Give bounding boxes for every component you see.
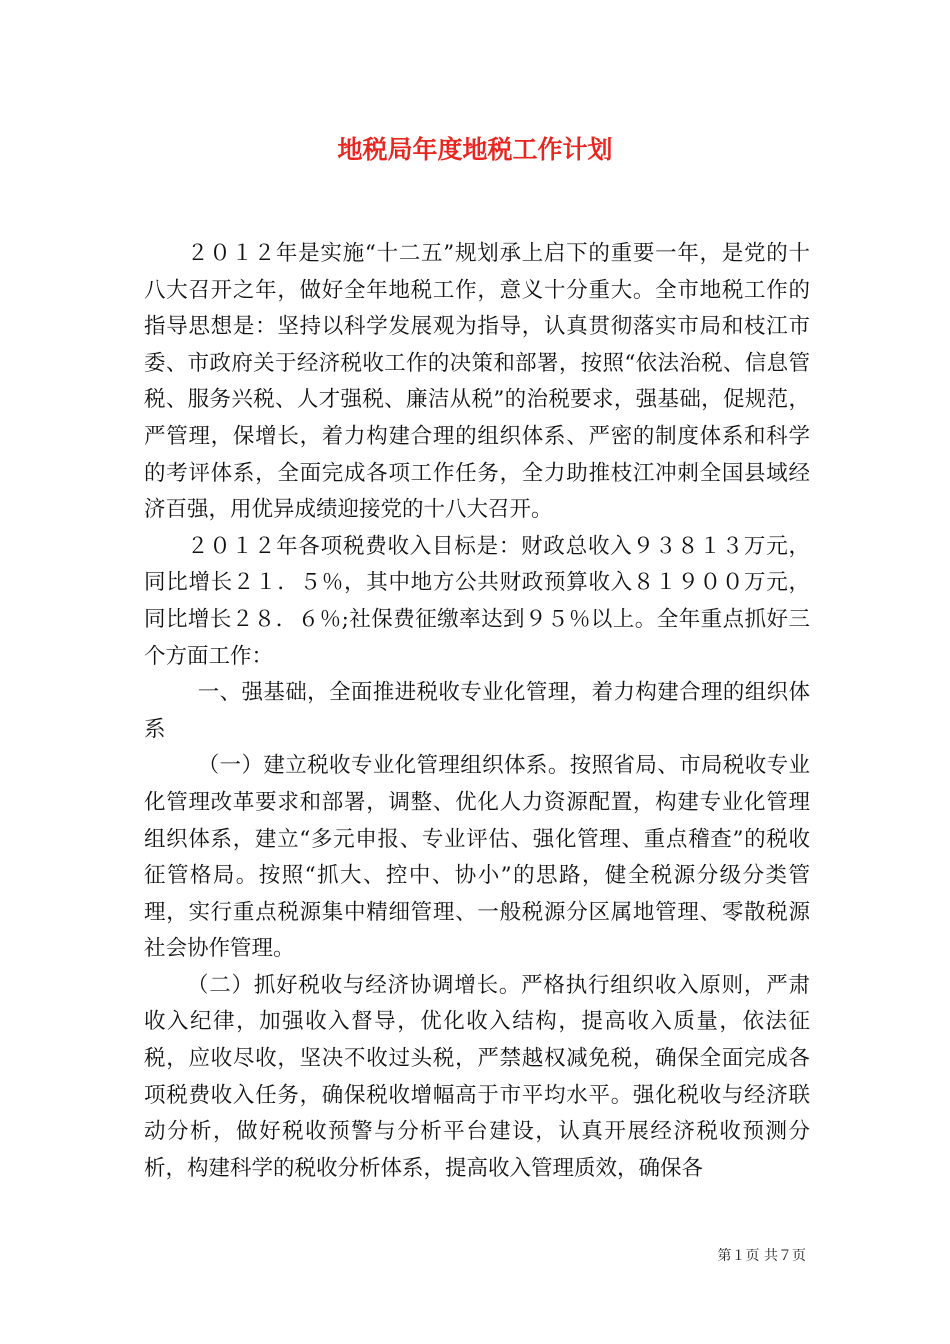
section-heading-1: 一、强基础，全面推进税收专业化管理，着力构建合理的组织体系	[144, 680, 810, 742]
document-body	[144, 236, 810, 1187]
paragraph-revenue-targets: ２０１２年各项税费收入目标是：财政总收入９３８１３万元，同比增长２１．５％，其中地方公共财政预算收入８１９００万元，同比增长２８．６％;社保费征缴率达到９５％以上。全年重点抓好三个方面工作：	[144, 533, 810, 669]
paragraph-item-1: （一）建立税收专业化管理组织体系。按照省局、市局税收专业化管理改革要求和部署，调整、优化人力资源配置，构建专业化管理组织体系，建立“多元申报、专业评估、强化管理、重点稽查”的税收征管格局。按照“抓大、控中、协小”的思路，健全税源分级分类管理，实行重点税源集中精细管理、一般税源分区属地管理、零散税源社会协作管理。	[144, 753, 810, 962]
page-number: 第１页 共７页	[717, 1248, 806, 1264]
paragraph-intro: ２０１２年是实施“十二五”规划承上启下的重要一年，是党的十八大召开之年，做好全年地税工作，意义十分重大。全市地税工作的指导思想是：坚持以科学发展观为指导，认真贯彻落实市局和枝江市委、市政府关于经济税收工作的决策和部署，按照“依法治税、信息管税、服务兴税、人才强税、廉洁从税”的治税要求，强基础，促规范，严管理，保增长，着力构建合理的组织体系、严密的制度体系和科学的考评体系，全面完成各项工作任务，全力助推枝江冲刺全国县域经济百强，用优异成绩迎接党的十八大召开。	[144, 241, 810, 523]
document-title: 地税局年度地税工作计划	[337, 135, 613, 164]
paragraph-item-2: （二）抓好税收与经济协调增长。严格执行组织收入原则，严肃收入纪律，加强收入督导，优化收入结构，提高收入质量，依法征税，应收尽收，坚决不收过头税，严禁越权减免税，确保全面完成各项税费收入任务，确保税收增幅高于市平均水平。强化税收与经济联动分析，做好税收预警与分析平台建设，认真开展经济税收预测分析，构建科学的税收分析体系，提高收入管理质效，确保各	[144, 972, 810, 1181]
